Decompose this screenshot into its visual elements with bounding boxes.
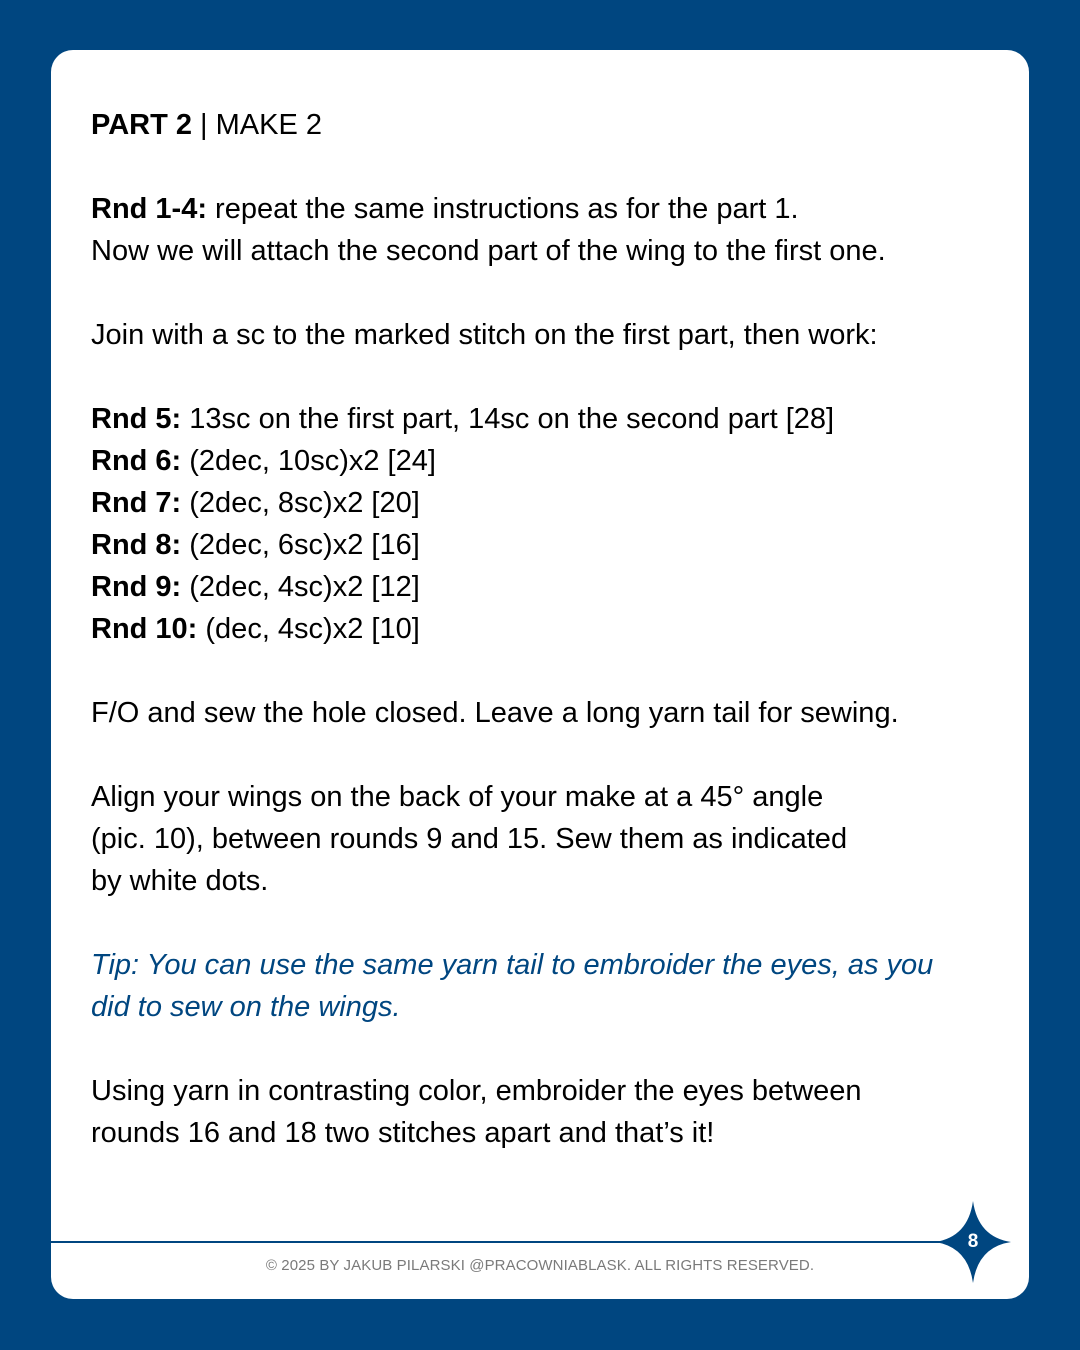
round-text: (dec, 4sc)x2 [10] bbox=[197, 613, 420, 645]
copyright-notice: © 2025 BY JAKUB PILARSKI @PRACOWNIABLASK. ALL RIGHTS RESERVED. bbox=[265, 1257, 815, 1274]
round-row bbox=[91, 398, 1001, 440]
round-text: (2dec, 8sc)x2 [20] bbox=[181, 487, 420, 519]
round-text: (2dec, 10sc)x2 [24] bbox=[181, 445, 436, 477]
round-text: (2dec, 4sc)x2 [12] bbox=[181, 571, 420, 603]
part-heading bbox=[91, 104, 1001, 146]
intro-line bbox=[91, 188, 1001, 230]
tip-line-1: Tip: You can use the same yarn tail to embroider the eyes, as you bbox=[91, 949, 934, 981]
round-row bbox=[91, 482, 1001, 524]
footer-divider bbox=[51, 1241, 961, 1243]
align-line-3: by white dots. bbox=[91, 865, 269, 897]
round-text: 13sc on the first part, 14sc on the second part [28] bbox=[181, 403, 835, 435]
round-row bbox=[91, 440, 1001, 482]
intro-line-2: Now we will attach the second part of the wing to the first one. bbox=[91, 235, 886, 267]
round-row bbox=[91, 524, 1001, 566]
round-label: Rnd 8: bbox=[91, 529, 182, 561]
round-row bbox=[91, 566, 1001, 608]
round-row bbox=[91, 608, 1001, 650]
make-count: MAKE 2 bbox=[215, 109, 323, 141]
round-label: Rnd 9: bbox=[91, 571, 182, 603]
part-title: PART 2 bbox=[91, 109, 192, 141]
page-number: 8 bbox=[967, 1231, 979, 1252]
round-text: (2dec, 6sc)x2 [16] bbox=[181, 529, 420, 561]
final-line-1: Using yarn in contrasting color, embroider the eyes between bbox=[91, 1075, 862, 1107]
heading-separator: | bbox=[191, 109, 216, 141]
align-line-2: (pic. 10), between rounds 9 and 15. Sew them as indicated bbox=[91, 823, 848, 855]
tip-line-2: did to sew on the wings. bbox=[91, 991, 401, 1023]
round-label: Rnd 5: bbox=[91, 403, 182, 435]
round-label: Rnd 10: bbox=[91, 613, 198, 645]
round-label: Rnd 7: bbox=[91, 487, 182, 519]
page-card bbox=[51, 50, 1029, 1299]
align-line-1: Align your wings on the back of your make at a 45° angle bbox=[91, 781, 824, 813]
final-line-2: rounds 16 and 18 two stitches apart and that’s it! bbox=[91, 1117, 715, 1149]
join-instruction: Join with a sc to the marked stitch on the first part, then work: bbox=[91, 319, 878, 351]
rounds-list bbox=[91, 398, 1001, 650]
round-label: Rnd 1-4: bbox=[91, 193, 207, 225]
round-text: repeat the same instructions as for the part 1. bbox=[207, 193, 799, 225]
finish-off-instruction: F/O and sew the hole closed. Leave a long yarn tail for sewing. bbox=[91, 697, 899, 729]
instructions-body bbox=[91, 104, 1001, 1154]
round-label: Rnd 6: bbox=[91, 445, 182, 477]
